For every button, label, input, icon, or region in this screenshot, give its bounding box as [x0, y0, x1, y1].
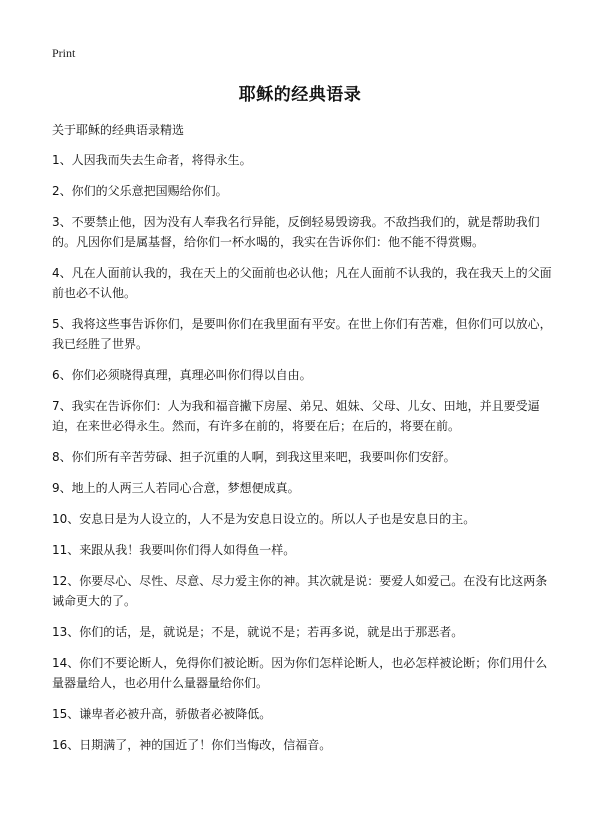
- print-link[interactable]: Print: [52, 46, 76, 60]
- quote-item-4: 4、凡在人面前认我的，我在天上的父面前也必认他；凡在人面前不认我的，我在我天上的父面前也必不认他。: [52, 266, 552, 300]
- quote-item-2: 2、你们的父乐意把国赐给你们。: [52, 184, 228, 198]
- quote-item-10: 10、安息日是为人设立的，人不是为安息日设立的。所以人子也是安息日的主。: [52, 512, 476, 526]
- quote-item-6: 6、你们必须晓得真理，真理必叫你们得以自由。: [52, 368, 312, 382]
- quote-item-9: 9、地上的人两三人若同心合意，梦想便成真。: [52, 481, 300, 495]
- page-subtitle: 关于耶稣的经典语录精选: [52, 123, 185, 137]
- quote-item-8: 8、你们所有辛苦劳碌、担子沉重的人啊，到我这里来吧，我要叫你们安舒。: [52, 450, 456, 464]
- quote-item-5: 5、我将这些事告诉你们，是要叫你们在我里面有平安。在世上你们有苦难，但你们可以放心，我已经胜了世界。: [52, 317, 552, 351]
- quote-item-12: 12、你要尽心、尽性、尽意、尽力爱主你的神。其次就是说：要爱人如爱己。在没有比这两条诫命更大的了。: [52, 574, 548, 608]
- quote-item-13: 13、你们的话，是，就说是；不是，就说不是；若再多说，就是出于那恶者。: [52, 625, 464, 639]
- quote-item-1: 1、人因我而失去生命者，将得永生。: [52, 153, 252, 167]
- quote-item-15: 15、谦卑者必被升高，骄傲者必被降低。: [52, 707, 272, 721]
- quote-item-14: 14、你们不要论断人，免得你们被论断。因为你们怎样论断人，也必怎样被论断；你们用什么量器量给人，也必用什么量器量给你们。: [52, 656, 548, 690]
- quote-item-16: 16、日期满了，神的国近了！你们当悔改，信福音。: [52, 738, 332, 752]
- quote-item-7: 7、我实在告诉你们：人为我和福音撇下房屋、弟兄、姐妹、父母、儿女、田地，并且要受逼迫，在来世必得永生。然而，有许多在前的，将要在后；在后的，将要在前。: [52, 399, 540, 433]
- quote-item-11: 11、来跟从我！我要叫你们得人如得鱼一样。: [52, 543, 296, 557]
- quote-list: [52, 150, 552, 766]
- quote-item-3: 3、不要禁止他，因为没有人奉我名行异能，反倒轻易毁谤我。不敌挡我们的，就是帮助我们的。凡因你们是属基督，给你们一杯水喝的，我实在告诉你们：他不能不得赏赐。: [52, 215, 540, 249]
- page-title: 耶稣的经典语录: [238, 85, 362, 105]
